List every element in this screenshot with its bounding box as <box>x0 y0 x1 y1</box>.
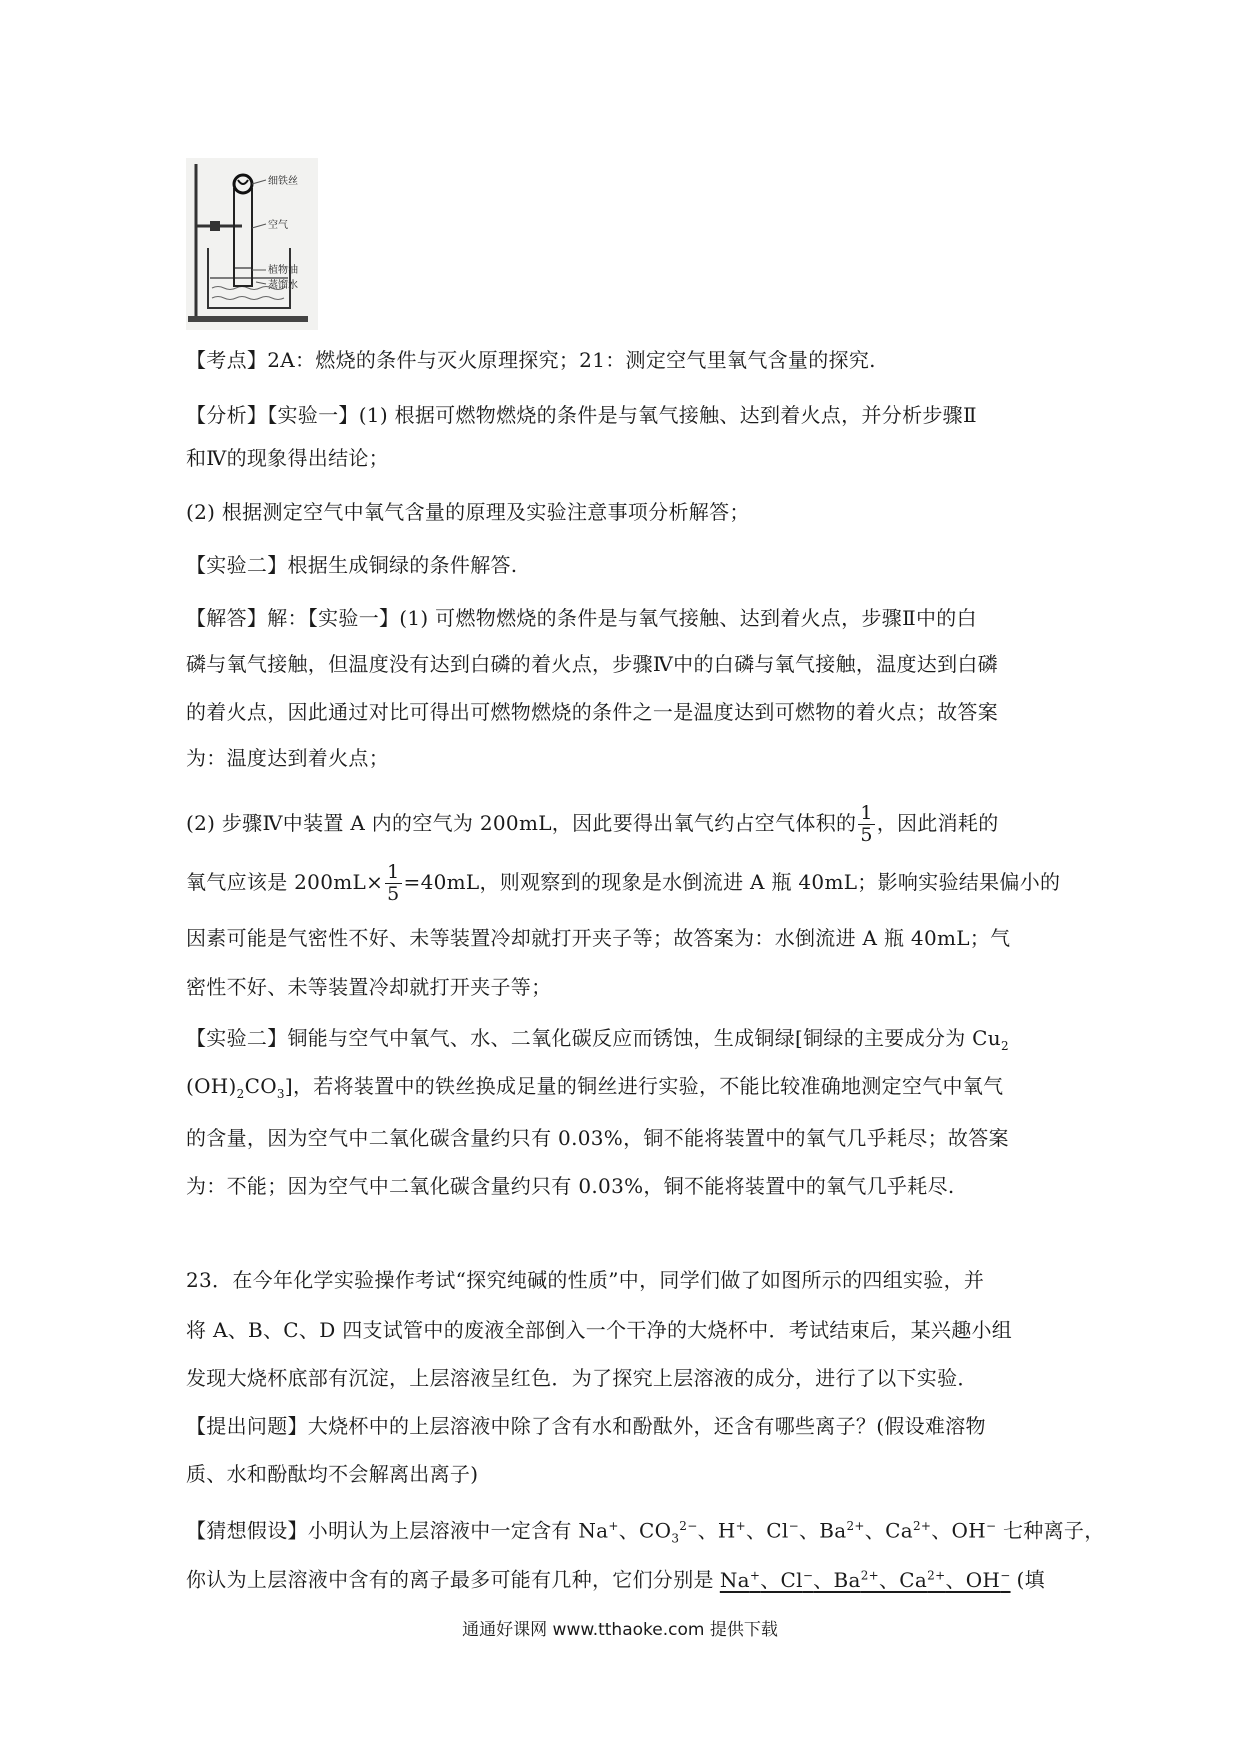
text-segment: 、Ba <box>798 1518 847 1543</box>
text-segment: (OH) <box>186 1074 237 1098</box>
subscript: 3 <box>671 1531 680 1546</box>
text-segment: ]，若将装置中的铁丝换成足量的铜丝进行实验，不能比较准确地测定空气中氧气 <box>284 1074 1004 1098</box>
question-23-line: 将 A、B、C、D 四支试管中的废液全部倒入一个干净的大烧杯中．考试结束后，某兴趣小组 <box>186 1318 1013 1342</box>
figure-label-air: 空气 <box>268 220 288 231</box>
text-line: 【分析】【实验一】(1) 根据可燃物燃烧的条件是与氧气接触、达到着火点，并分析步骤Ⅱ <box>186 403 977 427</box>
question-23-line: 质、水和酚酞均不会解离出离子) <box>186 1462 479 1486</box>
question-23-line: 发现大烧杯底部有沉淀，上层溶液呈红色．为了探究上层溶液的成分，进行了以下实验． <box>186 1366 978 1390</box>
text-line <box>186 1071 1003 1109</box>
text-segment: 、Ca <box>879 1567 928 1592</box>
text-segment: 氧气应该是 200mL× <box>186 870 384 894</box>
fraction-one-fifth <box>385 862 401 905</box>
text-line-with-fraction <box>186 803 999 846</box>
text-segment: (2) 步骤Ⅳ中装置 A 内的空气为 200mL，因此要得出氧气约占空气体积的 <box>186 811 857 835</box>
text-segment: 【猜想假设】小明认为上层溶液中一定含有 Na <box>186 1518 609 1543</box>
text-segment: 你认为上层溶液中含有的离子最多可能有几种，它们分别是 <box>186 1567 714 1592</box>
figure-label-oil: 植物油 <box>268 265 298 276</box>
fraction-denominator: 5 <box>860 824 873 846</box>
superscript: − <box>788 1519 799 1533</box>
superscript: 2+ <box>927 1568 946 1582</box>
text-line-with-fraction <box>186 862 1060 905</box>
text-segment: 、H <box>697 1518 736 1543</box>
page-footer: 通通好课网 www.tthaoke.com 提供下载 <box>462 1620 778 1640</box>
text-segment: ，因此消耗的 <box>876 811 999 835</box>
subscript: 2 <box>1000 1039 1009 1053</box>
text-line: 磷与氧气接触，但温度没有达到白磷的着火点，步骤Ⅳ中的白磷与氧气接触，温度达到白磷 <box>186 652 998 676</box>
text-line: 为：温度达到着火点； <box>186 746 389 770</box>
superscript: + <box>735 1519 746 1533</box>
figure-label-water: 蒸馏水 <box>268 280 298 291</box>
text-segment: 、CO <box>618 1518 672 1543</box>
superscript: − <box>1000 1568 1011 1582</box>
text-segment: 、Cl <box>746 1518 789 1543</box>
answer-line <box>186 1560 1045 1595</box>
apparatus-drawing <box>186 158 318 330</box>
text-line: 【实验二】根据生成铜绿的条件解答. <box>186 553 518 577</box>
subscript: 2 <box>236 1087 245 1101</box>
superscript: − <box>985 1519 997 1533</box>
fraction-numerator: 1 <box>860 802 873 824</box>
answer-fill-blank <box>714 1568 1017 1592</box>
text-line <box>186 1023 1009 1061</box>
hypothesis-line <box>186 1511 1105 1554</box>
superscript: 2+ <box>912 1519 932 1533</box>
superscript: + <box>749 1568 761 1582</box>
superscript: 2+ <box>846 1519 865 1533</box>
superscript: 2+ <box>860 1568 879 1582</box>
superscript: + <box>608 1519 619 1533</box>
text-line: 【考点】2A：燃烧的条件与灭火原理探究；21：测定空气里氧气含量的探究. <box>186 348 876 372</box>
text-line: 和Ⅳ的现象得出结论； <box>186 446 389 470</box>
question-23-line: 【提出问题】大烧杯中的上层溶液中除了含有水和酚酞外，还含有哪些离子？(假设难溶物 <box>186 1414 986 1438</box>
figure-label-iron-wire: 细铁丝 <box>268 176 298 187</box>
text-segment: 、Ba <box>813 1567 861 1592</box>
text-segment: 、Ca <box>864 1518 913 1543</box>
fraction-denominator: 5 <box>387 883 400 905</box>
text-line: 【解答】解：【实验一】(1) 可燃物燃烧的条件是与氧气接触、达到着火点，步骤Ⅱ中的白 <box>186 606 977 630</box>
text-segment: =40mL，则观察到的现象是水倒流进 A 瓶 40mL；影响实验结果偏小的 <box>403 870 1061 894</box>
fraction-one-fifth <box>858 803 874 846</box>
text-segment: 、OH <box>931 1518 986 1543</box>
text-segment: CO <box>244 1074 277 1098</box>
text-line: 为：不能；因为空气中二氧化碳含量约只有 0.03%，铜不能将装置中的氧气几乎耗尽. <box>186 1174 955 1198</box>
text-segment: 、Cl <box>760 1567 803 1592</box>
text-segment: Na <box>719 1567 750 1592</box>
text-segment: (填 <box>1016 1567 1045 1592</box>
subscript: 3 <box>276 1087 285 1101</box>
text-line: 的含量，因为空气中二氧化碳含量约只有 0.03%，铜不能将装置中的氧气几乎耗尽；故答案 <box>186 1126 1009 1150</box>
experiment-apparatus-figure <box>186 158 318 330</box>
question-23-line: 23．在今年化学实验操作考试“探究纯碱的性质”中，同学们做了如图所示的四组实验，并 <box>186 1268 985 1292</box>
superscript: 2− <box>679 1519 698 1533</box>
text-segment: 七种离子， <box>996 1518 1105 1543</box>
text-line: 的着火点，因此通过对比可得出可燃物燃烧的条件之一是温度达到可燃物的着火点；故答案 <box>186 700 998 724</box>
text-line: 密性不好、未等装置冷却就打开夹子等； <box>186 975 552 999</box>
superscript: − <box>802 1568 814 1582</box>
text-segment: 【实验二】铜能与空气中氧气、水、二氧化碳反应而锈蚀，生成铜绿[铜绿的主要成分为 Cu <box>186 1026 1001 1050</box>
text-line: (2) 根据测定空气中氧气含量的原理及实验注意事项分析解答； <box>186 500 750 524</box>
text-segment: 、OH <box>945 1567 1001 1592</box>
fraction-numerator: 1 <box>387 861 400 883</box>
text-line: 因素可能是气密性不好、未等装置冷却就打开夹子等；故答案为：水倒流进 A 瓶 40mL；气 <box>186 926 1011 950</box>
